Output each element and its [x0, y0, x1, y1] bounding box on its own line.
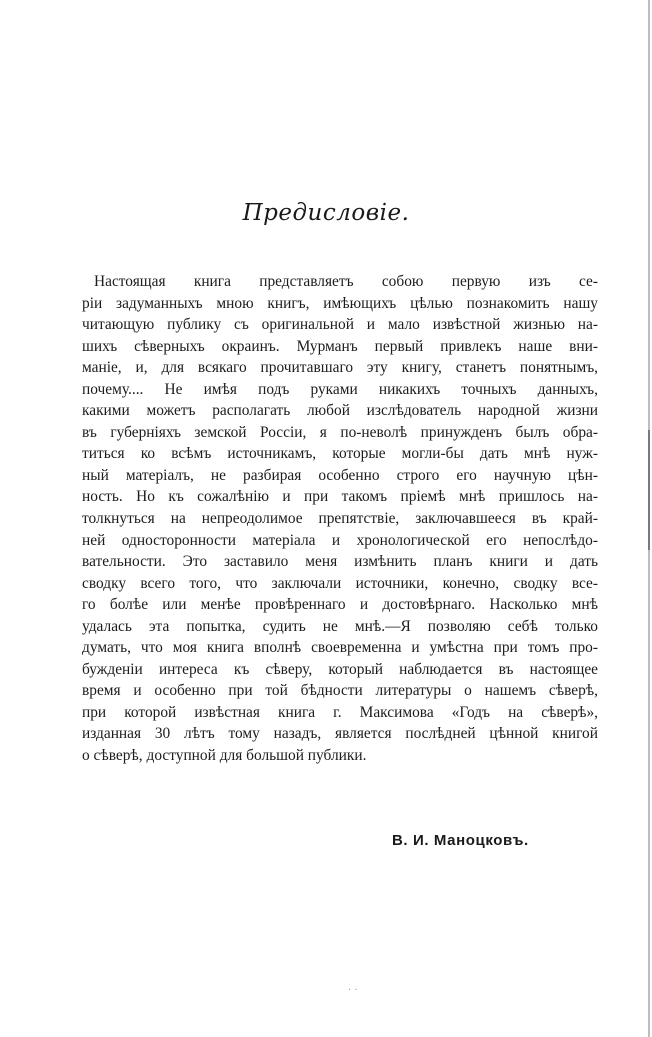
scan-speck: · ·	[348, 985, 358, 996]
text-line: вательности. Это заставило меня измѣнить планъ книги и дать	[82, 553, 598, 571]
text-line: удалась эта попытка, судить не мнѣ.—Я позволяю себѣ только	[82, 617, 598, 635]
text-line: Настоящая книга представляетъ собою первую изъ се-	[94, 273, 598, 290]
text-line: сводку всего того, что заключали источники, конечно, сводку все-	[82, 574, 598, 592]
preface-body	[82, 271, 598, 767]
text-line: го болѣе или менѣе провѣреннаго и достовѣрнаго. Насколько мнѣ	[82, 596, 598, 614]
text-line: ріи задуманныхъ мною книгъ, имѣющихъ цѣлью познакомить нашу	[82, 294, 598, 312]
author-signature: В. И. Маноцковъ.	[392, 832, 529, 849]
text-line: почему.... Не имѣя подъ руками никакихъ точныхъ данныхъ,	[82, 380, 598, 398]
text-line: маніе, и, для всякаго прочитавшаго эту книгу, станетъ понятнымъ,	[82, 359, 598, 377]
page-edge-shadow	[648, 430, 650, 550]
text-line: время и особенно при той бѣдности литературы о нашемъ сѣверѣ,	[82, 682, 598, 700]
text-line: ней односторонности матеріала и хронологической его непослѣдо-	[82, 531, 598, 549]
text-line: бужденіи интереса къ сѣверу, который наблюдается въ настоящее	[82, 660, 598, 678]
text-line: толкнуться на непреодолимое препятствіе, заключавшееся въ край-	[82, 510, 598, 528]
text-line: ность. Но къ сожалѣнію и при такомъ пріемѣ мнѣ пришлось на-	[82, 488, 598, 506]
text-line: титься ко всѣмъ источникамъ, которые могли-бы дать мнѣ нуж-	[82, 445, 598, 463]
text-line: шихъ сѣверныхъ окраинъ. Мурманъ первый привлекъ наше вни-	[82, 337, 598, 355]
text-line: о сѣверѣ, доступной для большой публики.	[82, 747, 367, 765]
text-line: какими можетъ располагать любой изслѣдователь народной жизни	[82, 402, 598, 420]
text-line: изданная 30 лѣтъ тому назадъ, является послѣдней цѣнной книгой	[82, 725, 598, 743]
text-line: думать, что моя книга вполнѣ своевременна и умѣстна при томъ про-	[82, 639, 598, 657]
text-line: ный матеріалъ, не разбирая особенно строго его научную цѣн-	[82, 466, 598, 484]
text-line: въ губерніяхъ земской Россіи, я по-неволѣ принужденъ былъ обра-	[82, 423, 598, 441]
text-line: читающую публику съ оригинальной и мало извѣстной жизнью на-	[82, 316, 598, 334]
text-line: при которой извѣстная книга г. Максимова «Годъ на сѣверѣ»,	[82, 703, 598, 721]
page-title: Предисловіе.	[242, 200, 410, 226]
